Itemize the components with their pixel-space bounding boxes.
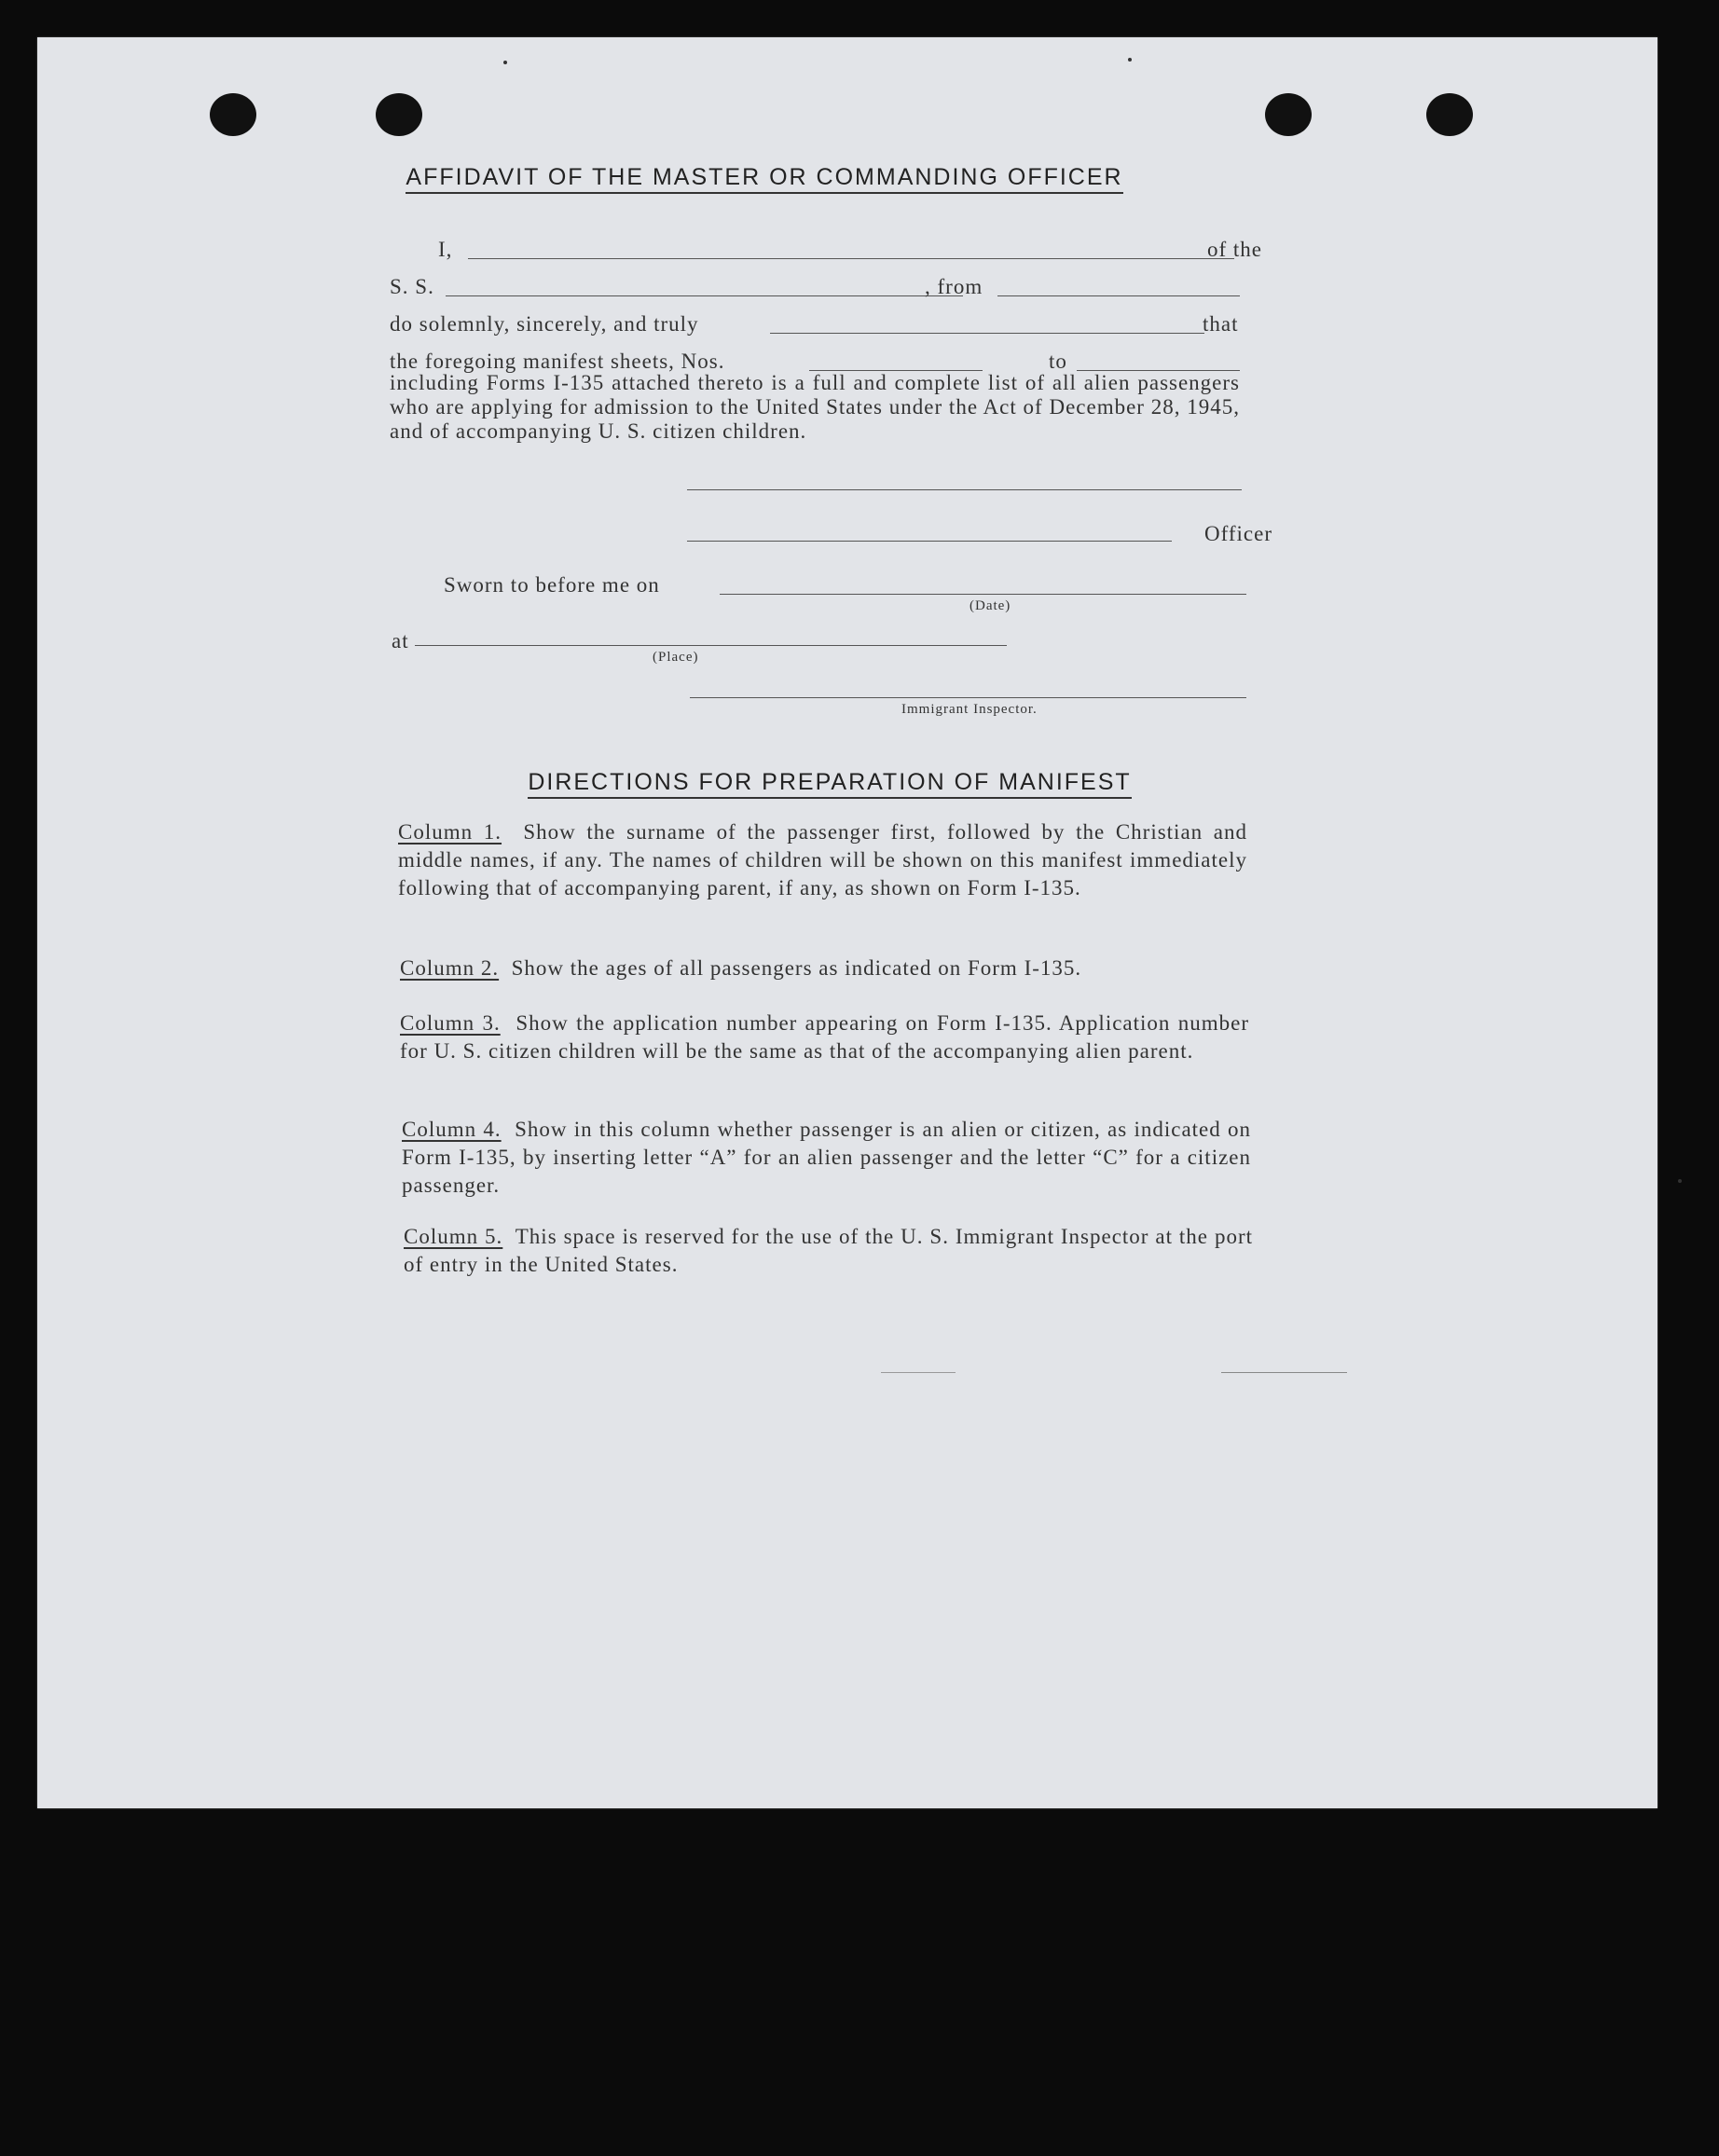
date-blank[interactable] xyxy=(720,594,1246,595)
punch-hole xyxy=(210,93,256,136)
dust-speck xyxy=(1678,1179,1682,1183)
document-page xyxy=(37,37,1657,1808)
at-label: at xyxy=(392,629,409,652)
dust-speck xyxy=(503,61,507,64)
affidavit-line-3-start: do solemnly, sincerely, and truly xyxy=(390,312,699,336)
column-text: Show in this column whether passenger is an alien or citizen, as indicated on Form I-135, by inserting letter “A” for an alien passenger and the letter “C” for a citizen passenger. xyxy=(402,1118,1252,1197)
inspector-caption: Immigrant Inspector. xyxy=(901,702,1038,717)
affidavit-body: including Forms I-135 attached thereto is a full and complete list of all alien passengers who are applying for admission to the United States under the Act of December 28, 1945, and of accompanying U. S. citizen children. xyxy=(390,371,1240,443)
column-label: Column 1. xyxy=(398,820,502,844)
column-text: Show the ages of all passengers as indicated on Form I-135. xyxy=(511,956,1082,980)
faint-mark xyxy=(881,1372,956,1373)
column-text: This space is reserved for the use of the U. S. Immigrant Inspector at the port of entry in the United States. xyxy=(404,1225,1253,1276)
direction-column-2 xyxy=(400,954,1249,982)
affidavit-line-2-mid: , from xyxy=(925,275,983,298)
direction-column-5 xyxy=(404,1223,1253,1279)
signature-line[interactable] xyxy=(687,489,1242,490)
column-label: Column 3. xyxy=(400,1011,501,1035)
officer-signature-line[interactable] xyxy=(687,541,1172,542)
column-text: Show the application number appearing on Form I-135. Application number for U. S. citizen children will be the same as that of the accompanying alien parent. xyxy=(400,1011,1250,1063)
punch-hole xyxy=(1426,93,1473,136)
direction-column-1 xyxy=(398,818,1247,902)
direction-column-3 xyxy=(400,1009,1249,1065)
column-label: Column 4. xyxy=(402,1118,502,1141)
faint-mark xyxy=(1221,1372,1347,1373)
affidavit-line-1-end: of the xyxy=(1207,238,1263,261)
dust-speck xyxy=(1128,58,1132,62)
affidavit-line-3-end: that xyxy=(1203,312,1239,336)
sworn-label: Sworn to before me on xyxy=(444,573,660,597)
direction-column-4 xyxy=(402,1116,1251,1200)
officer-label: Officer xyxy=(1204,522,1272,545)
ship-name-blank[interactable] xyxy=(446,295,963,296)
directions-title: DIRECTIONS FOR PREPARATION OF MANIFEST xyxy=(429,769,1231,796)
affidavit-line-2-start: S. S. xyxy=(390,275,434,298)
date-caption: (Date) xyxy=(970,598,1011,613)
from-port-blank[interactable] xyxy=(997,295,1240,296)
punch-hole xyxy=(376,93,422,136)
affidavit-line-4-start: the foregoing manifest sheets, Nos. xyxy=(390,350,725,373)
place-blank[interactable] xyxy=(415,645,1007,646)
punch-hole xyxy=(1265,93,1312,136)
column-label: Column 5. xyxy=(404,1225,503,1248)
column-label: Column 2. xyxy=(400,956,500,980)
affidavit-title: AFFIDAVIT OF THE MASTER OR COMMANDING OFFICER xyxy=(392,164,1137,191)
affidavit-line-4-mid: to xyxy=(1049,350,1067,373)
inspector-signature-line[interactable] xyxy=(690,697,1246,698)
place-caption: (Place) xyxy=(653,650,699,665)
name-blank[interactable] xyxy=(468,258,1234,259)
oath-blank[interactable] xyxy=(770,333,1204,334)
affidavit-line-1-start: I, xyxy=(438,238,453,261)
column-text: Show the surname of the passenger first, followed by the Christian and middle names, if any. The names of children will be shown on this manifest immediately following that of accompanying parent, if any, as shown on Form I-135. xyxy=(398,820,1248,899)
